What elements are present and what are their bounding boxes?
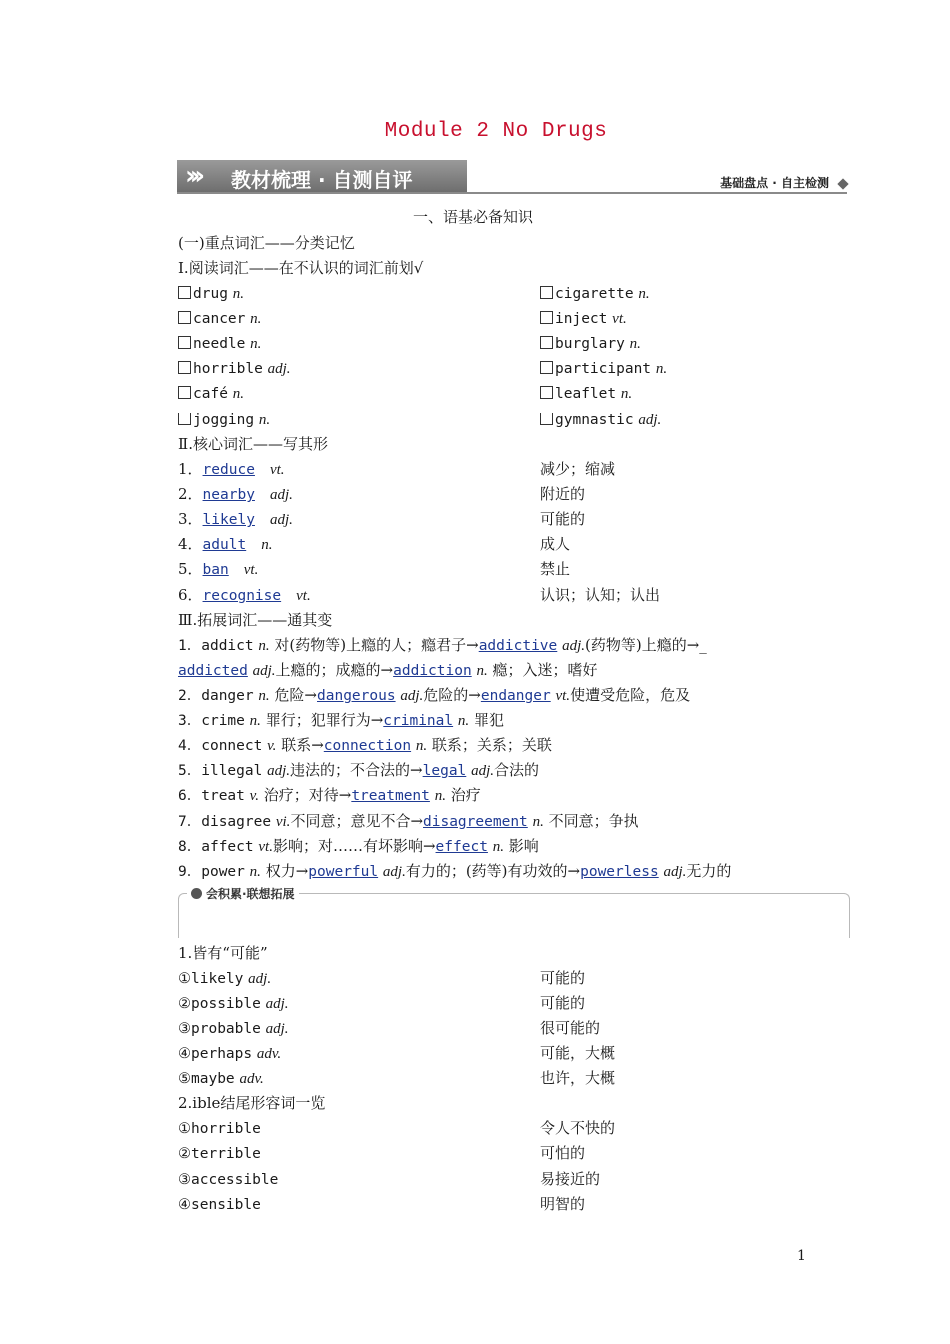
list-item: 5．illegal adj.违法的；不合法的→legal adj.合法的 [178,761,539,779]
checkbox[interactable] [540,311,553,324]
list-item: inject vt. [540,308,627,329]
meaning: 减少；缩减 [540,460,616,478]
meaning: 可能，大概 [540,1044,616,1062]
meaning: 很可能的 [540,1019,601,1037]
extend-heading: Ⅲ.拓展词汇——通其变 [178,611,333,629]
checkbox[interactable] [178,286,191,299]
checkbox[interactable] [540,286,553,299]
checkbox[interactable] [178,336,191,349]
list-item: drug n. [178,283,244,304]
list-item: 4．connect v. 联系→connection n. 联系；关系；关联 [178,736,552,754]
group-heading: 2.ible结尾形容词一览 [178,1094,326,1112]
list-item: participant n. [540,358,667,379]
list-item: cancer n. [178,308,261,329]
list-item: horrible adj. [178,358,291,379]
meaning: 也许，大概 [540,1069,616,1087]
meaning: 可能的 [540,969,586,987]
reading-heading: Ⅰ.阅读词汇——在不认识的词汇前划√ [178,259,424,277]
list-item: needle n. [178,333,261,354]
tip-box-label: 会积累·联想拓展 [187,885,299,902]
book-icon [191,888,202,899]
meaning: 成人 [540,535,571,553]
list-item: gymnastic adj. [540,409,661,430]
banner-title: 教材梳理 · 自测自评 [231,168,413,192]
section-heading: 一、语基必备知识 [413,208,534,226]
list-item: 3．crime n. 罪行；犯罪行为→criminal n. 罪犯 [178,711,504,729]
list-item: 4．adult n. [178,535,273,553]
checkbox[interactable] [178,311,191,324]
meaning: 认识；认知；认出 [540,586,661,604]
meaning: 可能的 [540,994,586,1012]
chevron-right-icon: ››› [185,161,200,191]
list-item: ①likely adj. [178,971,272,987]
list-item: jogging n. [178,409,270,430]
diamond-icon [837,178,848,189]
list-item: ①horrible [178,1121,261,1137]
checkbox[interactable] [540,361,553,374]
list-item: ②possible adj. [178,996,289,1012]
part-heading: (一)重点词汇——分类记忆 [178,234,355,252]
meaning: 明智的 [540,1195,586,1213]
meaning: 易接近的 [540,1170,601,1188]
list-item: 2．danger n. 危险→dangerous adj.危险的→endanger vt.使遭受危险，危及 [178,686,691,704]
list-item: 2．nearby adj. [178,485,293,503]
list-item: 5．ban vt. [178,560,259,578]
list-item: café n. [178,383,244,404]
checkbox[interactable] [540,386,553,399]
list-item: 7．disagree vi.不同意；意见不合→disagreement n. 不同意；争执 [178,812,639,830]
group-heading: 1.皆有“可能” [178,944,268,962]
list-item: ④perhaps adv. [178,1046,282,1062]
list-item: ③probable adj. [178,1021,289,1037]
meaning: 可能的 [540,510,586,528]
list-item: ⑤maybe adv. [178,1071,264,1087]
list-item: 1．reduce vt. [178,460,285,478]
list-item: ②terrible [178,1146,261,1162]
list-item: 3．likely adj. [178,510,293,528]
section-banner [177,160,847,196]
page-number: 1 [797,1248,806,1264]
meaning: 附近的 [540,485,586,503]
checkbox[interactable] [540,413,553,425]
list-item: burglary n. [540,333,641,354]
list-item: ④sensible [178,1197,261,1213]
list-item: 6．recognise vt. [178,586,311,604]
meaning: 令人不快的 [540,1119,616,1137]
checkbox[interactable] [178,361,191,374]
list-item: ③accessible [178,1172,279,1188]
list-item: addicted adj.上瘾的；成瘾的→addiction n. 瘾；入迷；嗜好 [178,661,598,679]
list-item: leaflet n. [540,383,632,404]
meaning: 禁止 [540,560,571,578]
list-item: cigarette n. [540,283,650,304]
tip-box [178,887,850,938]
list-item: 8．affect vt.影响；对……有坏影响→effect n. 影响 [178,837,539,855]
checkbox[interactable] [540,336,553,349]
core-heading: Ⅱ.核心词汇——写其形 [178,435,328,453]
checkbox[interactable] [178,386,191,399]
banner-subtitle: 基础盘点 · 自主检测 [720,176,829,190]
meaning: 可怕的 [540,1144,586,1162]
checkbox[interactable] [178,413,191,425]
page-title: Module 2 No Drugs [384,120,608,143]
list-item: 6．treat v. 治疗；对待→treatment n. 治疗 [178,786,481,804]
list-item: 9．power n. 权力→powerful adj.有力的；(药等)有功效的→powerless adj.无力的 [178,862,732,880]
list-item: 1．addict n. 对(药物等)上瘾的人；瘾君子→addictive adj.(药物等)上瘾的→_ [178,636,707,654]
